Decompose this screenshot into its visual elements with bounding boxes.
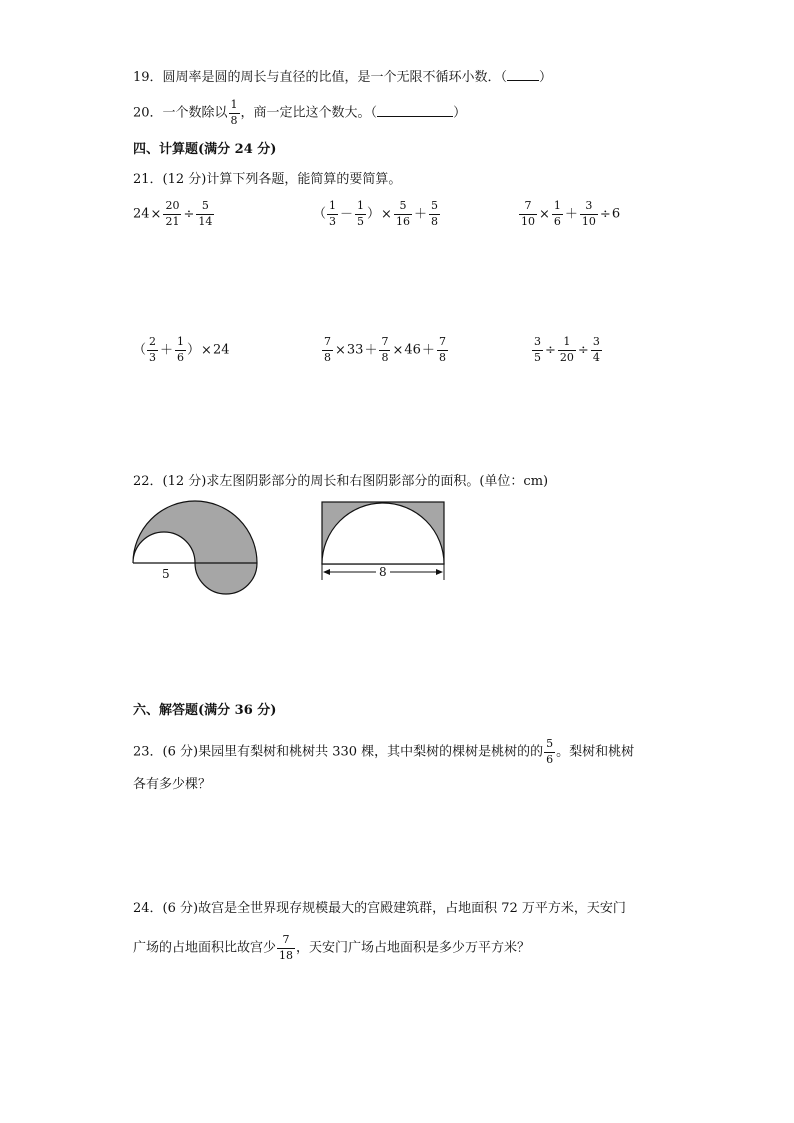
- e5-f1-den: 8: [324, 350, 331, 364]
- e2-f3-den: 16: [395, 214, 410, 228]
- q19-close: ）: [539, 70, 553, 85]
- e2-left-paren: （: [313, 206, 327, 222]
- e3-f1-den: 10: [521, 214, 535, 228]
- e2-frac-4: [429, 200, 440, 228]
- e4-f2-num: 1: [175, 336, 186, 351]
- e4-left-paren: （: [133, 342, 147, 358]
- e6-frac-1: [532, 336, 543, 364]
- q23-post: 。梨树和桃树: [556, 744, 635, 760]
- question-22-text: 22．(12 分)求左图阴影部分的周长和右图阴影部分的面积。(单位：cm): [133, 474, 549, 489]
- left-shaded-region: [133, 501, 257, 594]
- e1-f2-den: 14: [198, 214, 213, 228]
- e4-f2-den: 6: [177, 350, 185, 364]
- divide-sign: ÷: [599, 206, 611, 222]
- q24-pre: 广场的占地面积比故宫少: [133, 940, 277, 956]
- section-4-title: 四、计算题(满分 24 分): [133, 142, 277, 157]
- expression-6: [531, 336, 603, 364]
- times-sign: ×: [201, 342, 212, 358]
- expression-5: [321, 336, 449, 364]
- e5-frac-1: [322, 336, 333, 364]
- right-figure-label: 8: [379, 565, 387, 579]
- e6-frac-2: [558, 336, 576, 364]
- q24-fraction: [277, 934, 295, 962]
- times-sign: ×: [335, 342, 346, 358]
- times-sign: ×: [539, 206, 550, 222]
- e5-f2-den: 8: [381, 350, 389, 364]
- e2-frac-1: [327, 200, 338, 228]
- question-21-text: 21．(12 分)计算下列各题，能简算的要简算。: [133, 172, 402, 187]
- e2-f1-den: 3: [329, 214, 337, 228]
- e5-f3-num: 7: [437, 336, 448, 351]
- e5-f3-den: 8: [438, 350, 446, 364]
- e5-number-b: 46: [404, 342, 421, 358]
- e1-frac-1: [163, 200, 181, 228]
- question-20: [133, 99, 466, 127]
- e6-f2-num: 1: [558, 336, 576, 351]
- q20-fraction: [229, 99, 240, 127]
- q20-post: ，商一定比这个数大。（: [240, 105, 378, 121]
- e6-f1-den: 5: [534, 350, 541, 364]
- q20-frac-num: 1: [229, 99, 240, 114]
- e3-f3-den: 10: [581, 214, 596, 228]
- expression-2: [313, 200, 441, 228]
- expression-4: [133, 336, 230, 364]
- question-24-line-2: [133, 934, 530, 962]
- divide-sign: ÷: [577, 342, 589, 358]
- e4-right-paren: ）: [187, 342, 201, 358]
- e2-f1-num: 1: [327, 200, 338, 215]
- minus-sign: －: [340, 206, 354, 222]
- question-23-line-2: 各有多少棵？: [133, 777, 212, 792]
- e5-frac-2: [379, 336, 390, 364]
- q19-text: 19．圆周率是圆的周长与直径的比值，是一个无限不循环小数．（: [133, 70, 508, 85]
- e4-number: 24: [212, 342, 230, 358]
- q24-frac-num: 7: [277, 934, 295, 949]
- plus-sign: ＋: [160, 342, 174, 358]
- divide-sign: ÷: [183, 206, 195, 222]
- q20-pre: 20．一个数除以: [133, 105, 228, 121]
- right-arrow-left: [323, 569, 330, 575]
- right-shaded-figure: [318, 500, 450, 582]
- e3-f2-den: 6: [553, 214, 561, 228]
- plus-sign: ＋: [364, 342, 378, 358]
- e3-frac-2: [552, 200, 563, 228]
- question-23-line-1: [133, 738, 634, 766]
- q23-pre: 23．(6 分)果园里有梨树和桃树共 330 棵，其中梨树的棵树是桃树的的: [133, 744, 544, 760]
- e3-frac-1: [519, 200, 537, 228]
- plus-sign: ＋: [421, 342, 435, 358]
- e6-f1-num: 3: [532, 336, 543, 351]
- e1-frac-2: [196, 200, 214, 228]
- e2-f4-num: 5: [429, 200, 440, 215]
- section-6-title: 六、解答题(满分 36 分): [133, 703, 277, 718]
- e2-right-paren: ）: [367, 206, 381, 222]
- q19-answer-blank[interactable]: [507, 69, 539, 81]
- e6-f3-num: 3: [591, 336, 602, 351]
- e4-frac-2: [175, 336, 186, 364]
- left-shaded-figure: [128, 495, 268, 601]
- e6-f2-den: 20: [559, 350, 574, 364]
- e6-f3-den: 4: [592, 350, 600, 364]
- e1-f2-num: 5: [196, 200, 214, 215]
- e2-f4-den: 8: [430, 214, 438, 228]
- expression-3: [518, 200, 620, 228]
- plus-sign: ＋: [564, 206, 578, 222]
- e4-f1-num: 2: [147, 336, 158, 351]
- e2-frac-2: [355, 200, 366, 228]
- times-sign: ×: [392, 342, 404, 358]
- e1-f1-den: 21: [165, 214, 180, 228]
- e3-frac-3: [580, 200, 598, 228]
- q24-frac-den: 18: [279, 948, 294, 962]
- e5-f1-num: 7: [322, 336, 333, 351]
- e3-f1-num: 7: [519, 200, 537, 215]
- e6-frac-3: [591, 336, 602, 364]
- e1-f1-num: 20: [163, 200, 181, 215]
- e3-number: 6: [611, 206, 621, 222]
- e2-frac-3: [394, 200, 412, 228]
- left-figure-label: 5: [162, 567, 170, 581]
- e5-f2-num: 7: [379, 336, 390, 351]
- e4-f1-den: 3: [149, 350, 157, 364]
- q23-frac-den: 6: [546, 752, 554, 766]
- e5-number-a: 33: [346, 342, 364, 358]
- q20-close: ）: [453, 105, 467, 121]
- expression-1: [133, 200, 215, 228]
- q24-post: ，天安门广场占地面积是多少万平方米？: [296, 940, 531, 956]
- e2-f3-num: 5: [394, 200, 412, 215]
- e5-frac-3: [437, 336, 448, 364]
- right-arrow-right: [436, 569, 443, 575]
- e2-f2-num: 1: [355, 200, 366, 215]
- q23-frac-num: 5: [544, 738, 555, 753]
- question-24-line-1: 24．(6 分)故宫是全世界现存规模最大的宫殿建筑群，占地面积 72 万平方米，天安门: [133, 901, 626, 916]
- e2-f2-den: 5: [357, 214, 365, 228]
- q20-frac-den: 8: [230, 113, 238, 127]
- e3-f3-num: 3: [580, 200, 598, 215]
- e1-number: 24: [133, 206, 150, 222]
- q20-answer-blank[interactable]: [377, 105, 453, 117]
- times-sign: ×: [381, 206, 392, 222]
- q23-fraction: [544, 738, 555, 766]
- plus-sign: ＋: [413, 206, 427, 222]
- e3-f2-num: 1: [552, 200, 563, 215]
- divide-sign: ÷: [545, 342, 556, 358]
- times-sign: ×: [150, 206, 162, 222]
- question-19: [133, 69, 552, 84]
- e4-frac-1: [147, 336, 158, 364]
